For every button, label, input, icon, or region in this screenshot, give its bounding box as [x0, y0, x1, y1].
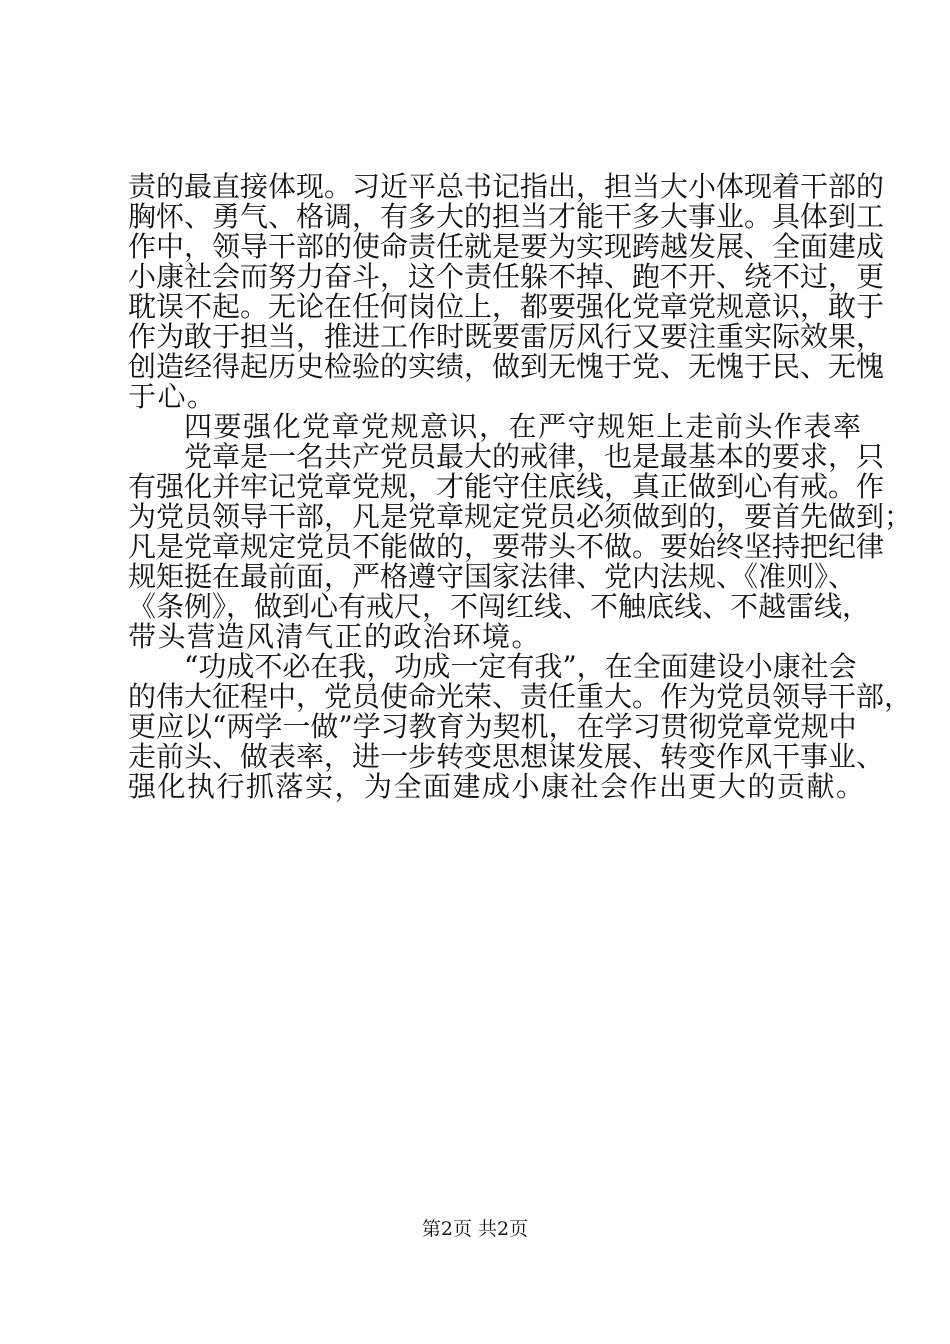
text-line: 于心。	[128, 380, 217, 413]
text-line: 创造经得起历史检验的实绩，做到无愧于党、无愧于民、无愧	[128, 350, 885, 383]
section-heading: 四要强化党章党规意识，在严守规矩上走前头作表率	[184, 410, 863, 443]
text-line: 的伟大征程中，党员使命光荣、责任重大。作为党员领导干部，	[128, 680, 913, 713]
text-line: 更应以“两学一做”学习教育为契机，在学习贯彻党章党规中	[128, 710, 857, 743]
document-body	[128, 170, 913, 803]
text-line: 带头营造风清气正的政治环境。	[128, 620, 542, 653]
text-line: 规矩挺在最前面，严格遵守国家法律、党内法规、《准则》、	[128, 560, 857, 593]
text-line: 耽误不起。无论在任何岗位上，都要强化党章党规意识，敢于	[128, 290, 885, 323]
text-line: 凡是党章规定党员不能做的，要带头不做。要始终坚持把纪律	[128, 530, 885, 563]
text-line: 走前头、做表率，进一步转变思想谋发展、转变作风干事业、	[128, 740, 885, 773]
page-number-footer: 第2页 共2页	[421, 1218, 529, 1240]
text-line: 有强化并牢记党章党规，才能守住底线，真正做到心有戒。作	[128, 470, 885, 503]
text-line: 胸怀、勇气、格调，有多大的担当才能干多大事业。具体到工	[128, 200, 885, 233]
text-line: 小康社会而努力奋斗，这个责任躲不掉、跑不开、绕不过，更	[128, 260, 885, 293]
text-line: 责的最直接体现。习近平总书记指出，担当大小体现着干部的	[128, 170, 885, 203]
text-line: “功成不必在我，功成一定有我”，在全面建设小康社会	[184, 650, 857, 683]
text-line: 党章是一名共产党员最大的戒律，也是最基本的要求，只	[184, 440, 885, 473]
text-line: 作中，领导干部的使命责任就是要为实现跨越发展、全面建成	[128, 230, 885, 263]
text-line: 作为敢于担当，推进工作时既要雷厉风行又要注重实际效果，	[128, 320, 885, 353]
text-line: 《条例》，做到心有戒尺，不闯红线、不触底线、不越雷线，	[128, 590, 871, 623]
text-line: 强化执行抓落实，为全面建成小康社会作出更大的贡献。	[128, 770, 866, 803]
text-line: 为党员领导干部，凡是党章规定党员必须做到的，要首先做到；	[128, 500, 913, 533]
